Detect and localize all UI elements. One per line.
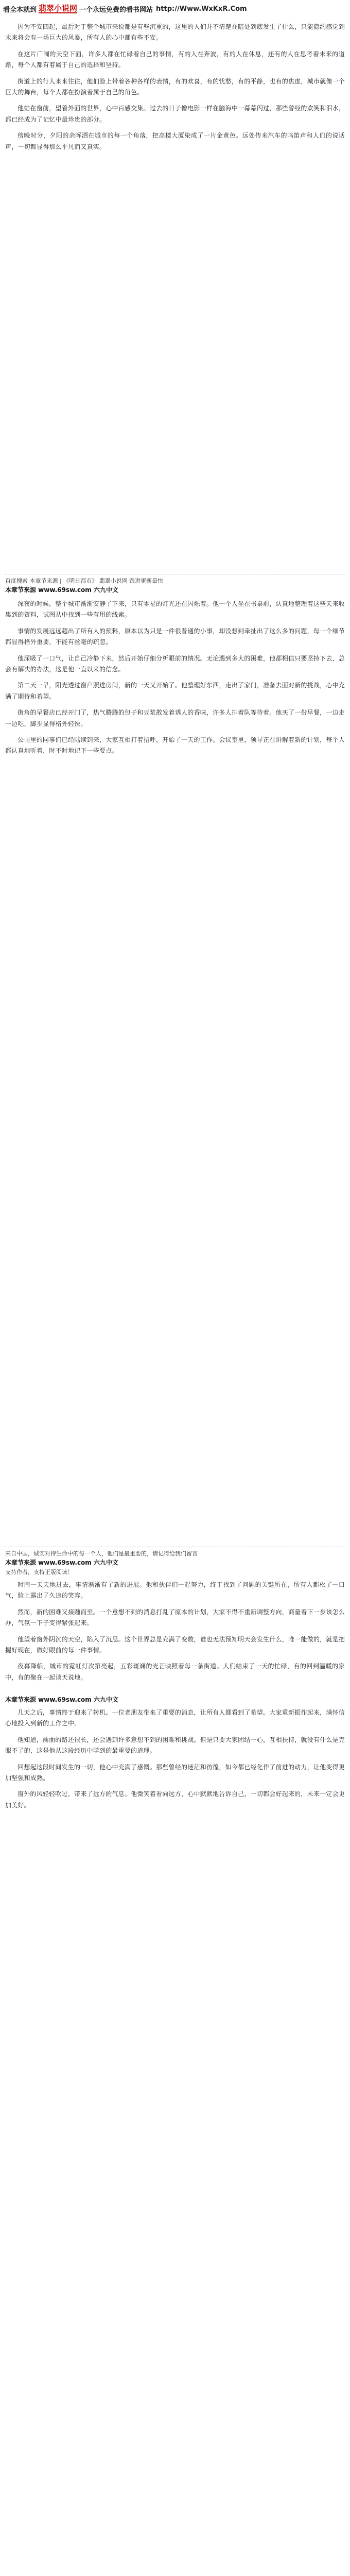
paragraph: 他知道，前面的路还很长，还会遇到许多意想不到的困难和挑战。但是只要大家团结一心，互相扶持，就没有什么是克服不了的，这是他从这段经历中学到的最重要的道理。 <box>5 1736 345 1755</box>
paragraph: 因为不安四起，最后对于整个城市来说都是有些沉重的，这里的人们并不清楚在暗处到底发生了什么，只能隐约感觉到未来将会有一场巨大的风暴，所有人的心中都有些不安。 <box>5 23 345 42</box>
paragraph: 他站在窗前，望着外面的世界，心中百感交集。过去的日子像电影一样在脑海中一幕幕闪过，那些曾经的欢笑和泪水，都已经成为了记忆中最珍贵的部分。 <box>5 105 345 123</box>
paragraph: 街角的早餐店已经开门了，热气腾腾的包子和豆浆散发着诱人的香味，许多人排着队等待着。他买了一份早餐，一边走一边吃，脚步显得格外轻快。 <box>5 709 345 727</box>
site-url-link[interactable]: http://Www.WxKxR.Com <box>156 5 247 13</box>
site-banner-top <box>0 2 350 15</box>
paragraph: 第二天一早，阳光透过窗户照进房间，新的一天又开始了。他整理好东西，走出了家门，准备去面对新的挑战，心中充满了期待和希望。 <box>5 682 345 700</box>
paragraph: 傍晚时分，夕阳的余晖洒在城市的每一个角落，把高楼大厦染成了一片金黄色。远处传来汽车的鸣笛声和人们的说话声，一切都显得那么平凡而又真实。 <box>5 132 345 150</box>
paragraph: 他深吸了一口气，让自己冷静下来，然后开始仔细分析眼前的情况。无论遇到多大的困难，他都相信只要坚持下去，总会有解决的办法，这是他一直以来的信念。 <box>5 654 345 673</box>
paragraph: 在这片广阔的天空下面，许多人都在忙碌着自己的事情，有的人在奔波，有的人在休息，还有的人在思考着未来的道路，每个人都有着属于自己的选择和坚持。 <box>5 50 345 69</box>
banner-tagline: 一个永远免费的看书网站 <box>79 6 153 14</box>
paragraph: 事情的发展远远超出了所有人的预料，原本以为只是一件很普通的小事，却没想到牵扯出了这么多的问题，每一个细节都显得格外重要，不能有丝毫的疏忽。 <box>5 627 345 646</box>
ad-source-link[interactable]: 本章节来源 www.69sw.com 六九中文 <box>5 1696 118 1703</box>
article-section-2 <box>5 599 345 1361</box>
ad-source-link[interactable]: 本章节来源 www.69sw.com 六九中文 <box>5 586 118 594</box>
banner-prefix: 看全本就到 <box>3 6 37 14</box>
ad-notice[interactable]: 百度搜索 本章节来源 | 《明日都市》 翡翠小说网 跟进更新最快 <box>5 578 164 584</box>
paragraph: 夜幕降临，城市的霓虹灯次第亮起，五彩斑斓的光芒映照着每一条街道。人们结束了一天的忙碌，有的回到温暖的家中，有的聚在一起谈天说地。 <box>5 1663 345 1681</box>
paragraph: 窗外的风轻轻吹过，带来了远方的气息。他微笑着看向远方，心中默默地告诉自己，一切都会好起来的，未来一定会更加美好。 <box>5 1790 345 1809</box>
paragraph: 回想起这段时间发生的一切，他心中充满了感慨。那些曾经的迷茫和彷徨，如今都已经化作了前进的动力，让他变得更加坚强和成熟。 <box>5 1763 345 1782</box>
ad-notice[interactable]: 来自中国，诚实对待生命中的每一个人，他们是最重要的，请记得给我们留言 <box>5 1550 198 1557</box>
ad-support-notice: 支持作者，支持正版阅读！ <box>5 1569 73 1575</box>
site-brand-logo[interactable]: 翡翠小说网 <box>39 4 78 13</box>
paragraph: 几天之后，事情终于迎来了转机。一位老朋友带来了重要的消息，让所有人都看到了希望。大家重新振作起来，满怀信心地投入到新的工作之中。 <box>5 1709 345 1727</box>
paragraph: 公司里的同事们已经陆续到来，大家互相打着招呼，开始了一天的工作。会议室里，领导正在讲解着新的计划，每个人都认真地听着，时不时地记下一些要点。 <box>5 736 345 755</box>
article-section-4 <box>5 1707 345 2576</box>
paragraph: 然而，新的困难又接踵而至。一个意想不到的消息打乱了原本的计划，大家不得不重新调整方向，商量着下一步该怎么办，气氛一下子变得紧张起来。 <box>5 1608 345 1627</box>
paragraph: 深夜的时候，整个城市渐渐安静了下来，只有零星的灯光还在闪烁着。他一个人坐在书桌前，认真地整理着这些天来收集到的资料，试图从中找到一些有用的线索。 <box>5 600 345 619</box>
ad-source-link[interactable]: 本章节来源 www.69sw.com 六九中文 <box>5 1559 118 1566</box>
paragraph: 他望着窗外阴沉的天空，陷入了沉思。这个世界总是充满了变数，谁也无法预知明天会发生什么，唯一能做的，就是把握好现在，做好眼前的每一件事情。 <box>5 1635 345 1654</box>
article-section-1 <box>5 22 345 537</box>
paragraph: 街道上的行人来来往往，他们脸上带着各种各样的表情，有的欢喜，有的忧愁，有的平静，也有的焦虑，城市就像一个巨大的舞台，每个人都在扮演着属于自己的角色。 <box>5 77 345 96</box>
paragraph: 时间一天天地过去，事情渐渐有了新的进展。他和伙伴们一起努力，终于找到了问题的关键所在，所有人都松了一口气，脸上露出了久违的笑容。 <box>5 1581 345 1600</box>
